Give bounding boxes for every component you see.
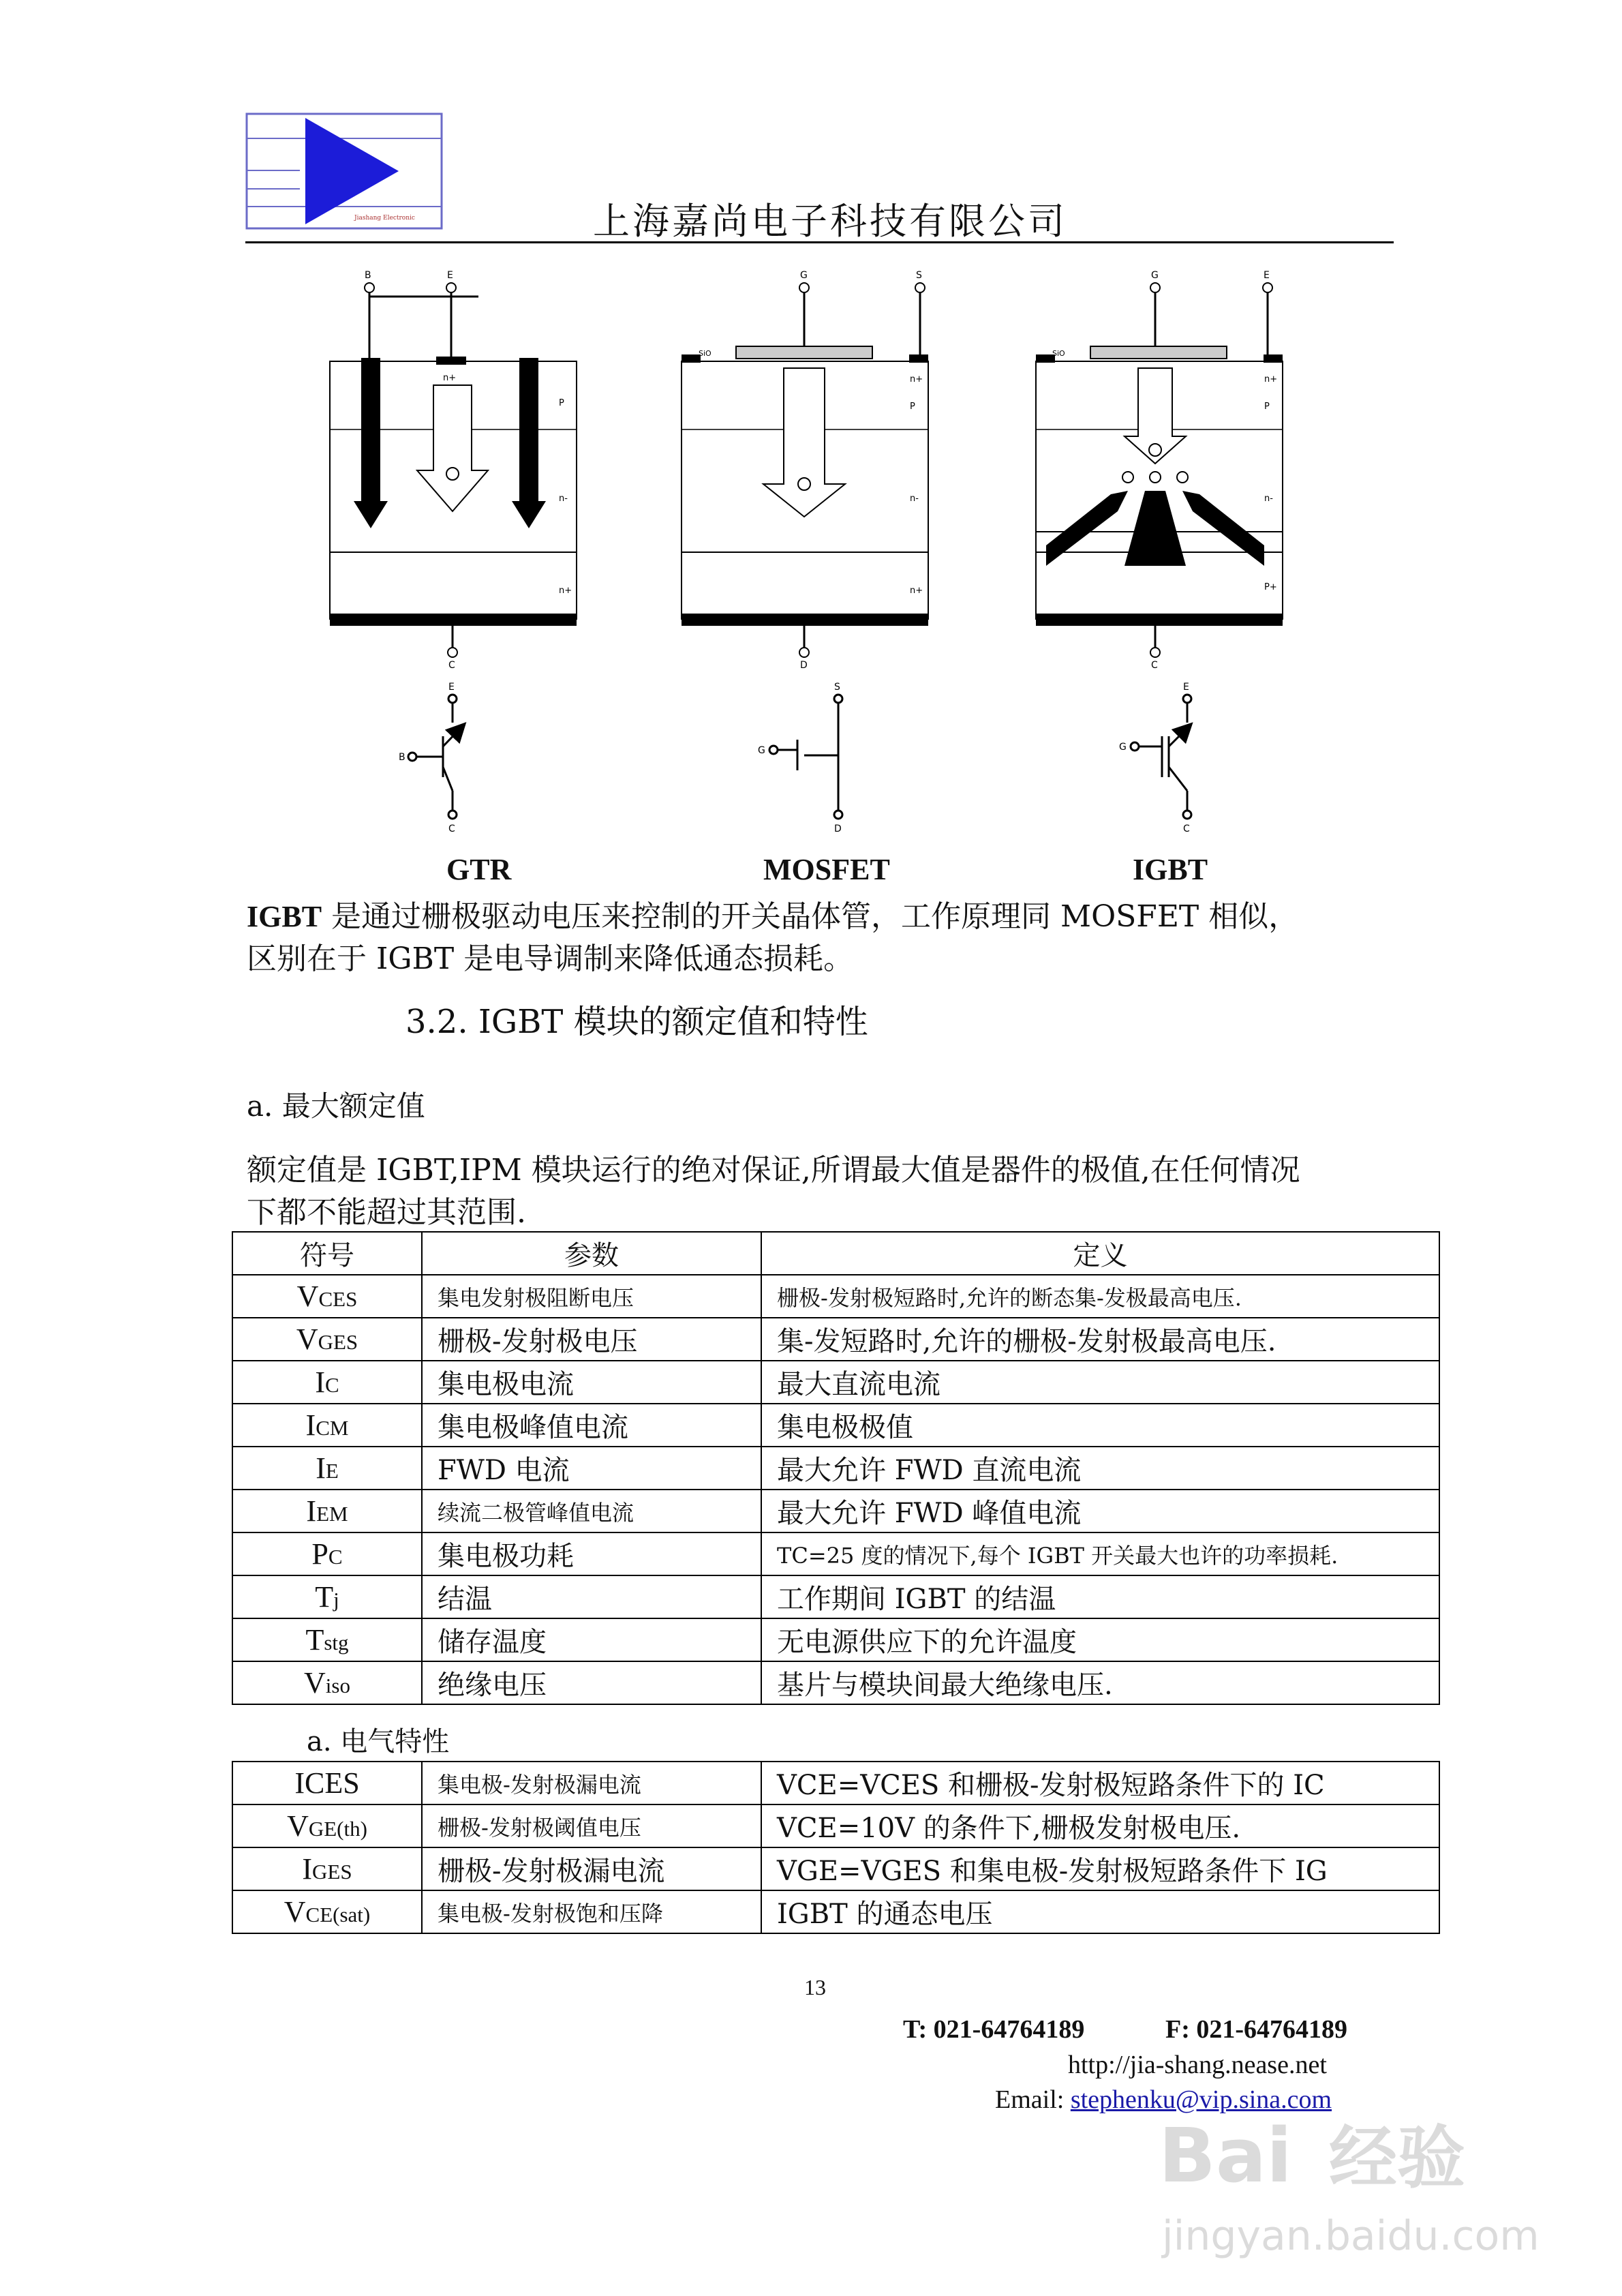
- svg-text:C: C: [1183, 824, 1190, 834]
- svg-text:n+: n+: [559, 586, 572, 596]
- fax-number: F: 021-64764189: [1165, 2015, 1348, 2044]
- svg-text:n-: n-: [1264, 494, 1273, 504]
- definition-cell: 工作期间 IGBT 的结温: [761, 1575, 1439, 1618]
- parameter-cell: FWD 电流: [422, 1447, 761, 1490]
- parameter-cell: 栅极-发射极电压: [422, 1318, 761, 1361]
- parameter-cell: 集电极峰值电流: [422, 1404, 761, 1447]
- svg-text:S: S: [834, 682, 840, 693]
- section-heading: 3.2. IGBT 模块的额定值和特性: [406, 1003, 868, 1041]
- igbt-structure: [1036, 270, 1283, 671]
- definition-cell: IGBT 的通态电压: [761, 1890, 1439, 1933]
- table-row: [232, 1575, 1439, 1618]
- symbol-cell: IGES: [232, 1847, 422, 1890]
- definition-cell: 最大直流电流: [761, 1361, 1439, 1404]
- phone-number: T: 021-64764189: [903, 2015, 1085, 2044]
- svg-text:Bai: Bai: [1159, 2112, 1292, 2199]
- intro-line-2: 区别在于 IGBT 是电导调制来降低通态损耗。: [247, 941, 854, 976]
- parameter-cell: 续流二极管峰值电流: [422, 1490, 761, 1532]
- svg-text:C: C: [448, 824, 455, 834]
- table-row: [232, 1447, 1439, 1490]
- mosfet-symbol: [769, 695, 842, 819]
- svg-text:n-: n-: [910, 494, 919, 504]
- table-row: [232, 1618, 1439, 1661]
- symbol-cell: VCE(sat): [232, 1890, 422, 1933]
- svg-text:G: G: [758, 745, 765, 756]
- symbol-cell: Tj: [232, 1575, 422, 1618]
- igbt-symbol: [1131, 695, 1191, 819]
- svg-text:P+: P+: [1264, 582, 1277, 592]
- svg-text:C: C: [1151, 660, 1158, 671]
- gtr-symbol: [408, 695, 459, 819]
- table-row: [232, 1762, 1439, 1804]
- svg-text:n+: n+: [443, 373, 457, 383]
- svg-text:S: S: [916, 270, 922, 281]
- definition-cell: VCE=10V 的条件下,栅极发射极电压.: [761, 1804, 1439, 1847]
- intro-line-1-text: 是通过栅极驱动电压来控制的开关晶体管，工作原理同 MOSFET 相似，: [322, 899, 1299, 934]
- email-label: Email:: [995, 2085, 1071, 2114]
- mosfet-structure: [682, 270, 928, 671]
- parameter-cell: 储存温度: [422, 1618, 761, 1661]
- subsection-max-ratings: a. 最大额定值: [247, 1089, 425, 1123]
- company-logo: [245, 112, 443, 230]
- svg-text:SiO: SiO: [1052, 349, 1065, 358]
- svg-text:B: B: [365, 270, 371, 281]
- definition-cell: TC=25 度的情况下,每个 IGBT 开关最大也许的功率损耗.: [761, 1532, 1439, 1575]
- svg-text:P: P: [910, 402, 915, 412]
- gtr-structure: [330, 270, 577, 671]
- parameter-cell: 集电极-发射极漏电流: [422, 1762, 761, 1804]
- svg-text:D: D: [834, 824, 842, 834]
- symbol-cell: Viso: [232, 1661, 422, 1704]
- header-parameter: 参数: [422, 1232, 761, 1275]
- definition-cell: 栅极-发射极短路时,允许的断态集-发极最高电压.: [761, 1275, 1439, 1318]
- svg-text:Jiashang Electronic: Jiashang Electronic: [354, 215, 415, 222]
- electrical-characteristics-table: [232, 1761, 1440, 1934]
- email-link[interactable]: stephenku@vip.sina.com: [1070, 2085, 1332, 2114]
- definition-cell: 最大允许 FWD 峰值电流: [761, 1490, 1439, 1532]
- svg-text:jingyan.baidu.com: jingyan.baidu.com: [1162, 2212, 1540, 2260]
- max-ratings-table: [232, 1231, 1440, 1705]
- parameter-cell: 集电极电流: [422, 1361, 761, 1404]
- svg-text:n-: n-: [559, 494, 568, 504]
- table-header-row: [232, 1232, 1439, 1275]
- symbol-cell: IC: [232, 1361, 422, 1404]
- svg-text:n+: n+: [910, 374, 923, 384]
- symbol-cell: VGES: [232, 1318, 422, 1361]
- svg-text:P: P: [559, 398, 564, 408]
- symbol-cell: VCES: [232, 1275, 422, 1318]
- svg-text:P: P: [1264, 402, 1270, 412]
- rating-para-line-1: 额定值是 IGBT,IPM 模块运行的绝对保证,所谓最大值是器件的极值,在任何情况: [247, 1153, 1300, 1188]
- table-row: [232, 1361, 1439, 1404]
- symbol-cell: VGE(th): [232, 1804, 422, 1847]
- svg-text:C: C: [448, 660, 455, 671]
- label-igbt: IGBT: [1133, 853, 1208, 886]
- parameter-cell: 栅极-发射极阈值电压: [422, 1804, 761, 1847]
- page-number: 13: [804, 1975, 826, 1999]
- baidu-watermark: [1159, 2106, 1540, 2277]
- website-url[interactable]: http://jia-shang.nease.net: [1068, 2051, 1327, 2079]
- rating-para-line-2: 下都不能超过其范围.: [247, 1195, 526, 1230]
- table-row: [232, 1661, 1439, 1704]
- header-definition: 定义: [761, 1232, 1439, 1275]
- table-row: [232, 1890, 1439, 1933]
- symbol-cell: PC: [232, 1532, 422, 1575]
- label-gtr: GTR: [446, 853, 512, 886]
- symbol-cell: ICM: [232, 1404, 422, 1447]
- table-row: [232, 1275, 1439, 1318]
- definition-cell: 最大允许 FWD 直流电流: [761, 1447, 1439, 1490]
- header-symbol: 符号: [232, 1232, 422, 1275]
- header-divider: [245, 241, 1394, 243]
- symbol-cell: Tstg: [232, 1618, 422, 1661]
- definition-cell: VCE=VCES 和栅极-发射极短路条件下的 IC: [761, 1762, 1439, 1804]
- intro-line-1: [247, 892, 1298, 935]
- parameter-cell: 栅极-发射极漏电流: [422, 1847, 761, 1890]
- parameter-cell: 集电极-发射极饱和压降: [422, 1890, 761, 1933]
- table-row: [232, 1490, 1439, 1532]
- svg-text:D: D: [800, 660, 808, 671]
- table-row: [232, 1804, 1439, 1847]
- label-mosfet: MOSFET: [763, 853, 890, 886]
- table-row: [232, 1318, 1439, 1361]
- device-structure-figure: [300, 259, 1322, 852]
- svg-text:B: B: [399, 752, 406, 763]
- definition-cell: 集电极极值: [761, 1404, 1439, 1447]
- intro-bold-term: IGBT: [247, 900, 322, 933]
- parameter-cell: 集电发射极阻断电压: [422, 1275, 761, 1318]
- parameter-cell: 绝缘电压: [422, 1661, 761, 1704]
- symbol-cell: ICES: [232, 1762, 422, 1804]
- definition-cell: VGE=VGES 和集电极-发射极短路条件下 IG: [761, 1847, 1439, 1890]
- svg-text:经验: 经验: [1329, 2118, 1465, 2198]
- svg-text:E: E: [1183, 682, 1189, 693]
- svg-text:SiO: SiO: [699, 349, 711, 358]
- definition-cell: 集-发短路时,允许的栅极-发射极最高电压.: [761, 1318, 1439, 1361]
- symbol-cell: IEM: [232, 1490, 422, 1532]
- subsection-electrical: a. 电气特性: [307, 1726, 450, 1757]
- svg-text:E: E: [447, 270, 453, 281]
- definition-cell: 无电源供应下的允许温度: [761, 1618, 1439, 1661]
- svg-text:n+: n+: [1264, 374, 1278, 384]
- table-row: [232, 1532, 1439, 1575]
- svg-text:G: G: [1151, 270, 1159, 281]
- svg-text:G: G: [1119, 742, 1127, 753]
- symbol-cell: IE: [232, 1447, 422, 1490]
- company-name: 上海嘉尚电子科技有限公司: [593, 200, 1067, 243]
- svg-text:E: E: [1264, 270, 1270, 281]
- svg-text:G: G: [800, 270, 808, 281]
- table-row: [232, 1847, 1439, 1890]
- parameter-cell: 结温: [422, 1575, 761, 1618]
- svg-text:E: E: [448, 682, 455, 693]
- table-row: [232, 1404, 1439, 1447]
- svg-text:n+: n+: [910, 586, 923, 596]
- parameter-cell: 集电极功耗: [422, 1532, 761, 1575]
- definition-cell: 基片与模块间最大绝缘电压.: [761, 1661, 1439, 1704]
